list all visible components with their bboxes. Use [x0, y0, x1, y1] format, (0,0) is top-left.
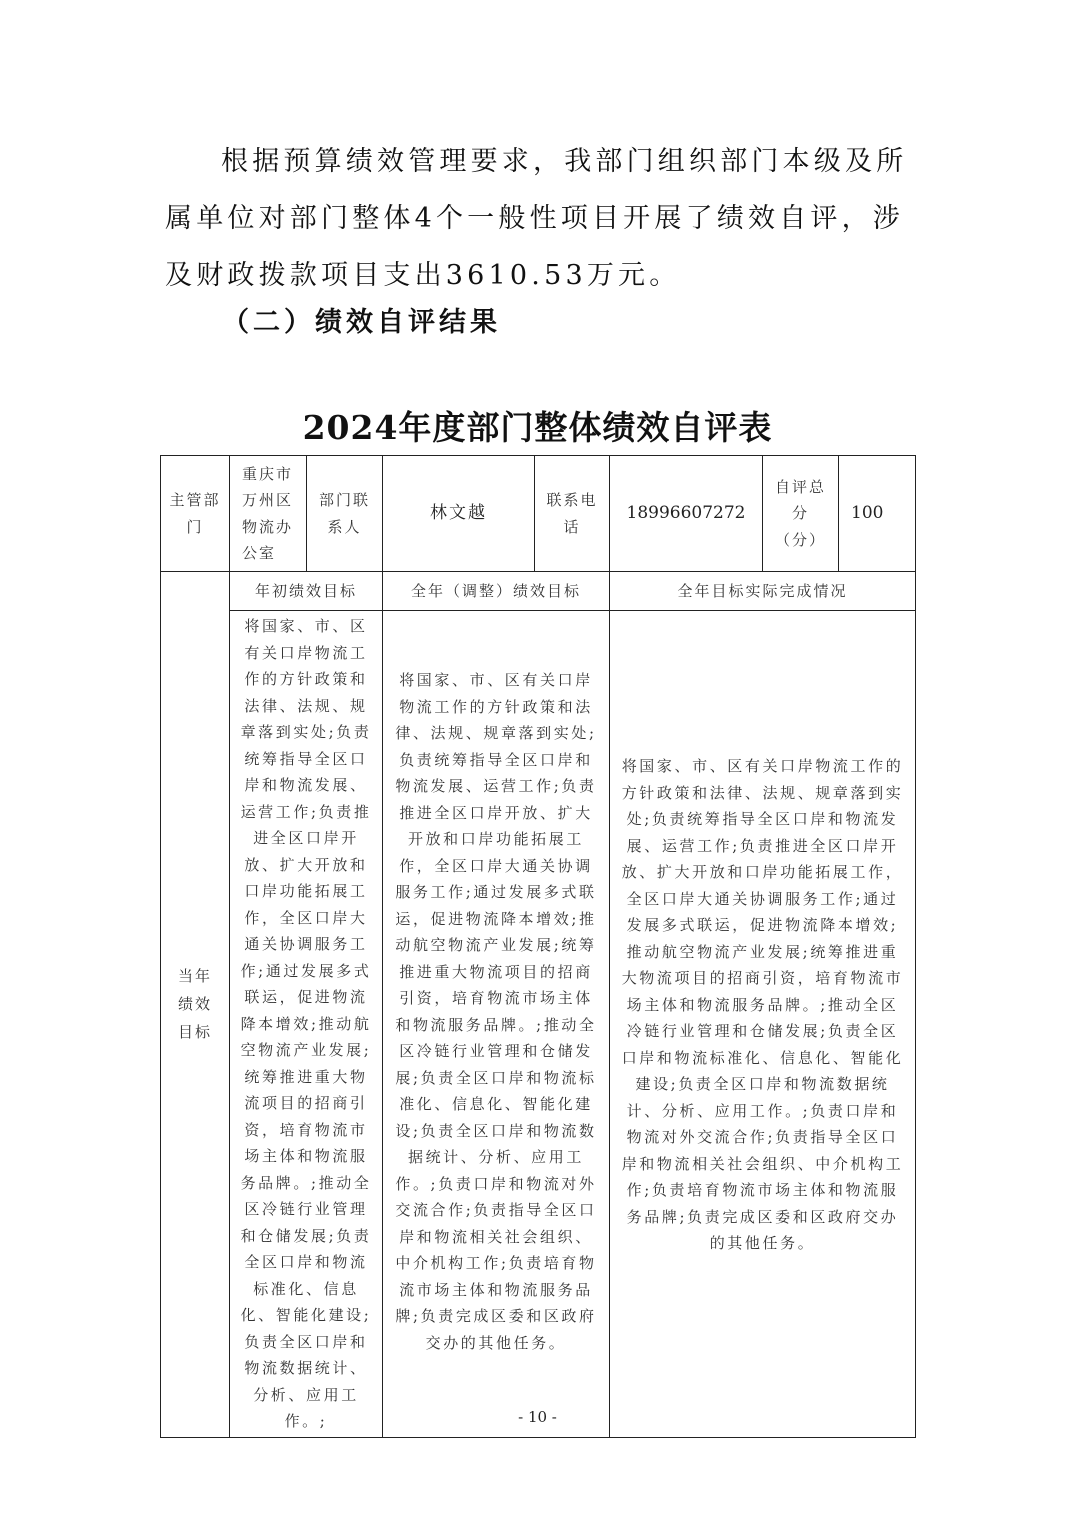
score-value: 100	[839, 456, 916, 572]
adjusted-goal-text: 将国家、市、区有关口岸物流工作的方针政策和法律、法规、规章落到实处;负责统筹指导全区口岸和物流发展、运营工作;负责推进全区口岸开放、扩大开放和口岸功能拓展工作，全区口岸大通关协调服务工作;通过发展多式联运，促进物流降本增效;推动航空物流产业发展;统筹推进重大物流项目的招商引资，培育物流市场主体和物流服务品牌。;推动全区冷链行业管理和仓储发展;负责全区口岸和物流标准化、信息化、智能化建设;负责全区口岸和物流数据统计、分析、应用工作。;负责口岸和物流对外交流合作;负责指导全区口岸和物流相关社会组织、中介机构工作;负责培育物流市场主体和物流服务品牌;负责完成区委和区政府交办的其他任务。	[395, 671, 597, 1352]
page-number: - 10 -	[518, 1408, 557, 1426]
initial-goal-text: 将国家、市、区有关口岸物流工作的方针政策和法律、法规、规章落到实处;负责统筹指导全区口岸和物流发展、运营工作;负责推进全区口岸开放、扩大开放和口岸功能拓展工作，全区口岸大通关协调服务工作;通过发展多式联运，促进物流降本增效;推动航空物流产业发展;统筹推进重大物流项目的招商引资，培育物流市场主体和物流服务品牌。;推动全区冷链行业管理和仓储发展;负责全区口岸和物流标准化、信息化、智能化建设;负责全区口岸和物流数据统计、分析、应用工作。;	[240, 617, 372, 1430]
column-header-row	[161, 572, 916, 611]
self-evaluation-table	[160, 455, 916, 1438]
phone-value: 18996607272	[610, 456, 763, 572]
section-label: 当年绩效目标	[161, 572, 230, 1438]
dept-label: 主管部门	[161, 456, 230, 572]
phone-label: 联系电话	[535, 456, 610, 572]
table-title: 2024年度部门整体绩效自评表	[302, 408, 773, 447]
goal-row	[161, 611, 916, 1438]
contact-label: 部门联系人	[307, 456, 383, 572]
contact-value: 林文越	[383, 456, 535, 572]
dept-value: 重庆市万州区物流办公室	[230, 456, 307, 572]
intro-paragraph: 根据预算绩效管理要求，我部门组织部门本级及所属单位对部门整体4个一般性项目开展了绩效自评，涉及财政拨款项目支出3610.53万元。	[165, 146, 908, 291]
column-header-actual: 全年目标实际完成情况	[610, 572, 916, 611]
actual-completion-text: 将国家、市、区有关口岸物流工作的方针政策和法律、法规、规章落到实处;负责统筹指导全区口岸和物流发展、运营工作;负责推进全区口岸开放、扩大开放和口岸功能拓展工作，全区口岸大通关协调服务工作;通过发展多式联运，促进物流降本增效;推动航空物流产业发展;统筹推进重大物流项目的招商引资，培育物流市场主体和物流服务品牌。;推动全区冷链行业管理和仓储发展;负责全区口岸和物流标准化、信息化、智能化建设;负责全区口岸和物流数据统计、分析、应用工作。;负责口岸和物流对外交流合作;负责指导全区口岸和物流相关社会组织、中介机构工作;负责培育物流市场主体和物流服务品牌;负责完成区委和区政府交办的其他任务。	[621, 757, 904, 1252]
header-row	[161, 456, 916, 572]
column-header-initial: 年初绩效目标	[230, 572, 383, 611]
section-subheading: （二）绩效自评结果	[222, 307, 501, 338]
score-label: 自评总分（分）	[763, 456, 839, 572]
column-header-adjusted: 全年（调整）绩效目标	[383, 572, 610, 611]
